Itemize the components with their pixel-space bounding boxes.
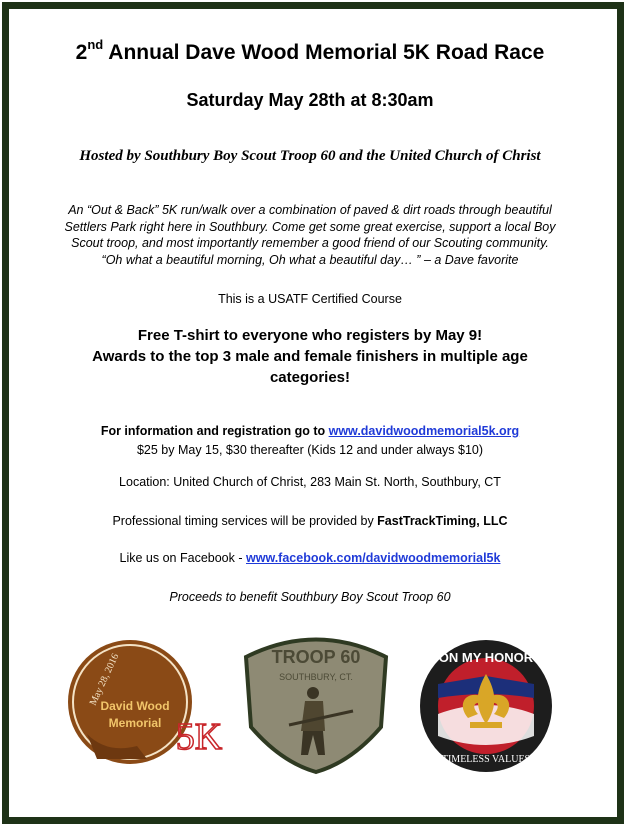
registration-link[interactable]: www.davidwoodmemorial5k.org [328, 424, 520, 438]
troop-patch-town: SOUTHBURY, CT. [279, 672, 353, 682]
race-logo-5k: 5K [175, 716, 223, 758]
registration-info: For information and registration go to www.davidwoodmemorial5k.org $25 by May 15, $30 thereafter (Kids 12 and under always $10) [100, 424, 520, 457]
host-line: Hosted by Southbury Boy Scout Troop 60 and the United Church of Christ [79, 148, 541, 164]
certified-course: This is a USATF Certified Course [218, 292, 402, 306]
location: Location: United Church of Christ, 283 Main St. North, Southbury, CT [119, 475, 501, 489]
troop-patch-logo [241, 627, 391, 777]
troop-patch-title: TROOP 60 [271, 647, 361, 667]
on-my-honor-logo [416, 636, 556, 776]
promo-text: Free T-shirt to everyone who registers by May 9! Awards to the top 3 male and female finishers in multiple age categories! [92, 327, 528, 386]
race-logo-line2: Memorial [108, 716, 162, 730]
timing-info: Professional timing services will be provided by FastTrackTiming, LLC [112, 514, 508, 528]
event-date: Saturday May 28th at 8:30am [186, 90, 434, 110]
event-description: An “Out & Back” 5K run/walk over a combination of paved & dirt roads through beautiful Settlers Park right here in Southbury. Come get some great exercise, support a local Boy Scout troop, and most importantly remember a good friend of our Scouting community. “Oh what a beautiful morning, Oh what a beautiful day… ” – a Dave favorite [64, 203, 556, 267]
race-logo-date: May 28, 2016 [87, 652, 122, 708]
facebook-info: Like us on Facebook - www.facebook.com/davidwoodmemorial5k [119, 551, 501, 565]
facebook-link[interactable]: www.facebook.com/davidwoodmemorial5k [246, 551, 501, 565]
proceeds-note: Proceeds to benefit Southbury Boy Scout Troop 60 [169, 590, 451, 604]
race-logo-line1: David Wood [100, 699, 170, 713]
page-title: 2nd Annual Dave Wood Memorial 5K Road Race [75, 37, 545, 64]
honor-logo-bottom-text: TIMELESS VALUES [441, 754, 531, 765]
honor-logo-top-text: ON MY HONOR [438, 650, 534, 665]
race-logo [67, 634, 232, 769]
flyer-content [9, 9, 611, 811]
